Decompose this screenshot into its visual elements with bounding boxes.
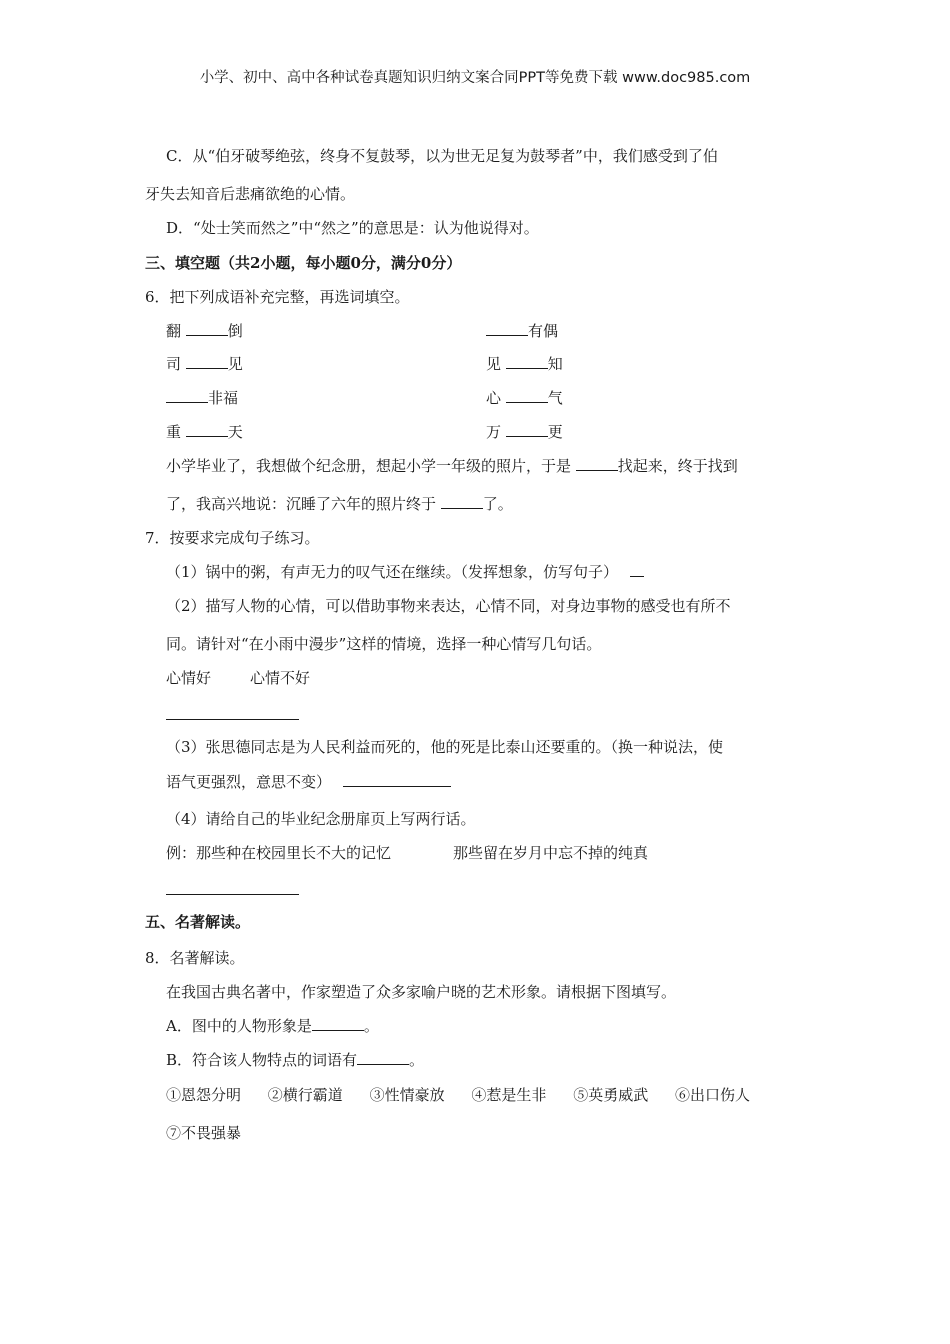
- mood-option-good: 心情好: [166, 669, 212, 687]
- q6-para-text-a: 小学毕业了，我想做个纪念册，想起小学一年级的照片，于是: [166, 457, 576, 475]
- q6-paragraph-line1: [166, 456, 738, 476]
- q7-part1-text: （1）锅中的粥，有声无力的叹气还在继续。（发挥想象，仿写句子）: [166, 563, 619, 581]
- idiom-7-blank[interactable]: [186, 422, 228, 437]
- q8-option-3: ③性情豪放: [369, 1086, 445, 1104]
- idiom-2-blank[interactable]: [486, 321, 528, 336]
- q7-part1-blank[interactable]: [630, 562, 644, 577]
- q7-example-b: 那些留在岁月中忘不掉的纯真: [453, 844, 649, 862]
- idiom-3-post: 见: [227, 355, 243, 373]
- q8-options-row: [166, 1085, 750, 1105]
- q7-part1: [166, 562, 644, 582]
- q6-para-text-b: 找起来，终于找到: [617, 457, 738, 475]
- q8-stem: 8．名著解读。: [145, 949, 245, 967]
- idiom-4-post: 知: [547, 355, 563, 373]
- idiom-2: [486, 321, 558, 341]
- idiom-4: [486, 354, 563, 374]
- idiom-1-blank[interactable]: [186, 321, 228, 336]
- idiom-6-blank[interactable]: [506, 388, 548, 403]
- q8-option-6: ⑥出口伤人: [674, 1086, 750, 1104]
- idiom-7: [166, 422, 243, 442]
- idiom-3-blank[interactable]: [186, 354, 228, 369]
- q6-para-text-c: 了，我高兴地说：沉睡了六年的照片终于: [166, 495, 441, 513]
- q7-part4-answer-line[interactable]: [166, 894, 299, 895]
- q6-para-text-d: 了。: [482, 495, 513, 513]
- q8-intro: 在我国古典名著中，作家塑造了众多家喻户晓的艺术形象。请根据下图填写。: [166, 983, 677, 1001]
- idiom-8-post: 更: [547, 423, 563, 441]
- idiom-4-pre: 见: [486, 355, 506, 373]
- idiom-1-post: 倒: [227, 322, 243, 340]
- q8-option-7: ⑦不畏强暴: [166, 1124, 242, 1142]
- idiom-8: [486, 422, 563, 442]
- idiom-1: [166, 321, 243, 341]
- q7-part3-line2: [166, 772, 451, 792]
- q8-part-b: [166, 1050, 424, 1070]
- q7-part2-answer-line[interactable]: [166, 719, 299, 720]
- section-3-title: 三、填空题（共2小题，每小题0分，满分0分）: [145, 254, 462, 272]
- idiom-8-pre: 万: [486, 423, 506, 441]
- q8-part-a-blank[interactable]: [312, 1016, 364, 1031]
- idiom-6-post: 气: [547, 389, 563, 407]
- q7-part3-text: 语气更强烈，意思不变）: [166, 773, 332, 791]
- prev-option-c-line2: 牙失去知音后悲痛欲绝的心情。: [145, 185, 356, 203]
- q7-part2-line1: （2）描写人物的心情，可以借助事物来表达，心情不同，对身边事物的感受也有所不: [166, 597, 731, 615]
- q8-part-a: [166, 1016, 379, 1036]
- q8-part-b-end: 。: [409, 1051, 425, 1069]
- q8-part-b-text: B．符合该人物特点的词语有: [166, 1051, 358, 1069]
- idiom-2-post: 有偶: [528, 322, 559, 340]
- q8-option-2: ②横行霸道: [267, 1086, 343, 1104]
- q8-option-4: ④惹是生非: [471, 1086, 547, 1104]
- idiom-6: [486, 388, 563, 408]
- q8-option-5: ⑤英勇威武: [573, 1086, 649, 1104]
- q7-example-a: 例：那些种在校园里长不大的记忆: [166, 844, 392, 862]
- q8-part-a-text: A．图中的人物形象是: [166, 1017, 312, 1035]
- idiom-8-blank[interactable]: [506, 422, 548, 437]
- q6-para-blank-1[interactable]: [576, 456, 618, 471]
- q8-part-a-end: 。: [363, 1017, 379, 1035]
- idiom-4-blank[interactable]: [506, 354, 548, 369]
- idiom-7-post: 天: [227, 423, 243, 441]
- q7-part3-line1: （3）张思德同志是为人民利益而死的，他的死是比泰山还要重的。（换一种说法，使: [166, 738, 724, 756]
- q7-stem: 7．按要求完成句子练习。: [145, 529, 320, 547]
- q6-stem: 6．把下列成语补充完整，再选词填空。: [145, 288, 410, 306]
- section-5-title: 五、名著解读。: [145, 913, 251, 931]
- idiom-1-pre: 翻: [166, 322, 186, 340]
- mood-option-bad: 心情不好: [250, 669, 311, 687]
- q7-part3-blank[interactable]: [343, 772, 451, 787]
- q6-paragraph-line2: [166, 494, 513, 514]
- idiom-3-pre: 司: [166, 355, 186, 373]
- q6-para-blank-2[interactable]: [441, 494, 483, 509]
- idiom-5-blank[interactable]: [166, 388, 208, 403]
- idiom-6-pre: 心: [486, 389, 506, 407]
- idiom-5: [166, 388, 238, 408]
- idiom-3: [166, 354, 243, 374]
- q8-option-1: ①恩怨分明: [166, 1086, 242, 1104]
- idiom-5-post: 非福: [208, 389, 239, 407]
- page-header: 小学、初中、高中各种试卷真题知识归纳文案合同PPT等免费下载 www.doc985.com: [199, 70, 751, 86]
- q8-part-b-blank[interactable]: [357, 1050, 409, 1065]
- idiom-7-pre: 重: [166, 423, 186, 441]
- q7-part4: （4）请给自己的毕业纪念册扉页上写两行话。: [166, 810, 476, 828]
- prev-option-d: D．“处士笑而然之”中“然之”的意思是：认为他说得对。: [166, 219, 539, 237]
- q7-part2-line2: 同。请针对“在小雨中漫步”这样的情境，选择一种心情写几句话。: [166, 635, 602, 653]
- prev-option-c-line1: C．从“伯牙破琴绝弦，终身不复鼓琴，以为世无足复为鼓琴者”中，我们感受到了伯: [166, 147, 718, 165]
